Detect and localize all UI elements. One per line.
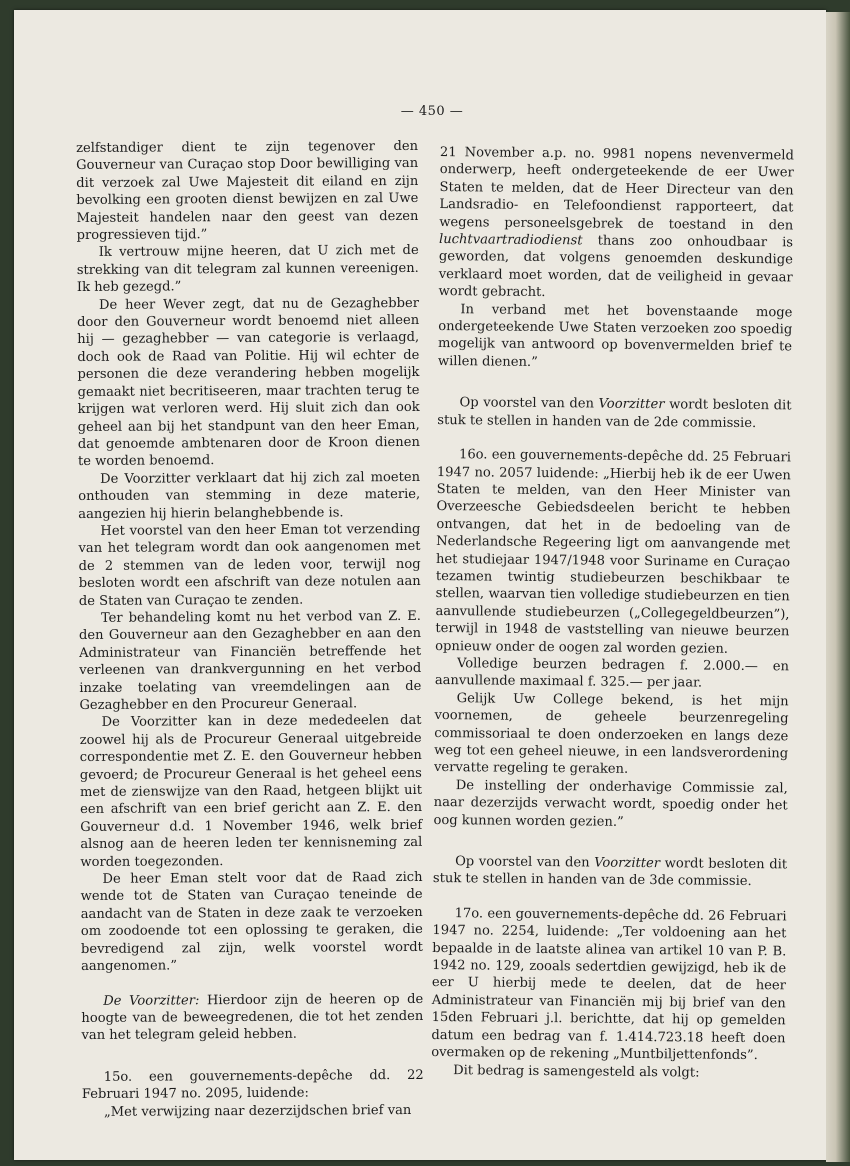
paragraph: Gelijk Uw College bekend, is het mijn voornemen, de geheele beurzenregeling commissoriaal te doen onderzoeken en langs deze weg tot een geheel nieuwe, in een landsverordening vervatte regeling te geraken.	[433, 690, 789, 778]
paragraph: De Voorzitter kan in deze mededeelen dat zoowel hij als de Procureur Generaal uitgebreide correspondentie met Z. E. den Gouverneur hebben gevoerd; de Procureur Generaal is het geheel eens met de zienswijze van den Raad, hetgeen blijkt uit een afschrift van een brief gericht aan Z. E. den Gouverneur d.d. 1 November 1946, welk brief alsnog aan de heeren leden ter kennisneming zal worden toegezonden.	[79, 713, 423, 870]
text-run: Op voorstel van den	[459, 395, 599, 412]
right-column	[431, 144, 794, 1082]
voorzitter-text: Hierdoor zijn de heeren op de hoogte van de beweegredenen, die tot het zenden van het telegram geleid hebben.	[81, 991, 424, 1044]
item-16: 16o. een gouvernements-depêche dd. 25 Februari 1947 no. 2057 luidende: „Hierbij heb ik de eer Uwen Staten te melden, van den Heer Minister van Overzeesche Gebiedsdeelen bericht te hebben ontvangen, dat het in de bedoeling van de Nederlandsche Regeering ligt om aanvangende met het studiejaar 1947/1948 voor Suriname en Curaçao tezamen twintig studiebeurzen beschikbaar te stellen, waarvan tien volledige studiebeurzen en tien aanvullende studiebeurzen („Collegegeldbeurzen”), terwijl in 1948 de vaststelling van nieuwe beurzen opnieuw onder de oogen zal worden gezien.	[435, 447, 792, 657]
paragraph: In verband met het bovenstaande moge ondergeteekende Uwe Staten verzoeken zoo spoedig mogelijk van antwoord op bovenvermelden brief te willen dienen.”	[437, 301, 793, 370]
paragraph: De heer Eman stelt voor dat de Raad zich wende tot de Staten van Curaçao teneinde de aandacht van de Staten in deze zaak te verzoeken om zoodoende tot een oplossing te geraken, die bevredigend zal zijn, welk voorstel wordt aangenomen.”	[80, 869, 423, 975]
item-15-quote: „Met verwijzing naar dezerzijdschen brief van	[103, 1102, 412, 1120]
resolution-2de-commissie	[437, 394, 791, 432]
paragraph: Het voorstel van den heer Eman tot verzending van het telegram wordt dan ook aangenomen met de 2 stemmen van de leden voor, terwijl nog besloten wordt een afschrift van deze notulen aan de Staten van Curaçao te zenden.	[78, 521, 421, 609]
text-run: 21 November a.p. no. 9981 nopens nevenvermeld onderwerp, heeft ondergeteekende de eer Uwer Staten te melden, dat de Heer Directeur van den Landsradio- en Telefoondienst rapporteert, dat wegens personeelsgebrek de toestand in den	[439, 144, 794, 234]
item-15: 15o. een gouvernements-depêche dd. 22 Februari 1947 no. 2095, luidende:	[81, 1067, 424, 1103]
paragraph	[438, 144, 793, 304]
left-column	[76, 138, 424, 1121]
paragraph: Dit bedrag is samengesteld als volgt:	[453, 1062, 700, 1081]
voorzitter-label: De Voorzitter:	[103, 992, 200, 1009]
italic-term: Voorzitter	[598, 396, 665, 413]
italic-term: Voorzitter	[594, 855, 661, 872]
page-number: — 450 —	[400, 104, 464, 119]
text-run: Op voorstel van den	[455, 854, 595, 871]
text-run: wordt besloten dit stuk te stellen in handen van de 3de commissie.	[432, 856, 788, 890]
paragraph: Volledige beurzen bedragen f. 2.000.— en aanvullende maximaal f. 325.— per jaar.	[434, 656, 790, 691]
paragraph: De Voorzitter verklaart dat hij zich zal moeten onthouden van stemming in deze materie, aangezien hij hierin belanghebbende is.	[78, 469, 421, 522]
text-run: wordt besloten dit stuk te stellen in handen van de 2de commissie.	[437, 397, 792, 431]
resolution-3de-commissie	[433, 853, 787, 891]
item-17: 17o. een gouvernements-depêche dd. 26 Februari 1947 no. 2254, luidende: „Ter voldoening aan het bepaalde in de laatste alinea van artikel 10 van P. B. 1942 no. 129, zooals sedertdien gewijzigd, heb ik de eer U hierbij mede te deelen, dat de heer Administrateur van Financiën mij bij brief van den 15den Februari j.l. berichtte, dat hij op gemelden datum een bedrag van f. 1.414.723.18 heeft doen overmaken op de rekening „Muntbiljettenfonds”.	[431, 906, 787, 1064]
voorzitter-paragraph	[81, 990, 423, 1044]
paragraph: Ter behandeling komt nu het verbod van Z. E. den Gouverneur aan den Gezaghebber en aan den Administrateur van Financiën betreffende het verleenen van drankvergunning en het verbod inzake toelating van vreemdelingen aan de Gezaghebber en den Procureur Generaal.	[78, 608, 422, 713]
text-run: thans zoo onhoudbaar is geworden, dat volgens genoemden deskundige verklaard moet worden, dat de veiligheid in gevaar wordt gebracht.	[438, 233, 794, 301]
paragraph: De heer Wever zegt, dat nu de Gezaghebber door den Gouverneur wordt benoemd niet alleen hij — gezaghebber — van categorie is verlaagd, doch ook de Raad van Politie. Hij wil echter de personen die deze verandering hebben mogelijk gemaakt niet becritiseeren, maar trachten terug te krijgen wat verloren werd. Hij sluit zich dan ook geheel aan bij het standpunt van den heer Eman, dat genoemde ambtenaren door de Kroon dienen te worden benoemd.	[77, 295, 420, 470]
page-edge	[826, 12, 850, 1162]
italic-term: luchtvaartradiodienst	[439, 232, 583, 249]
paragraph: Ik vertrouw mijne heeren, dat U zich met de strekking van dit telegram zal kunnen vereenigen. Ik heb gezegd.”	[76, 243, 419, 296]
paragraph: De instelling der onderhavige Commissie zal, naar dezerzijds verwacht wordt, spoedig onder het oog kunnen worden gezien.”	[433, 777, 788, 830]
paragraph: zelfstandiger dient te zijn tegenover den Gouverneur van Curaçao stop Door bewilliging van dit verzoek zal Uwe Majesteit dit eiland en zijn bevolking een grooten dienst bewijzen en zal Uwe Majesteit handelen naar den geest van dezen progressieven tijd.”	[76, 138, 419, 244]
